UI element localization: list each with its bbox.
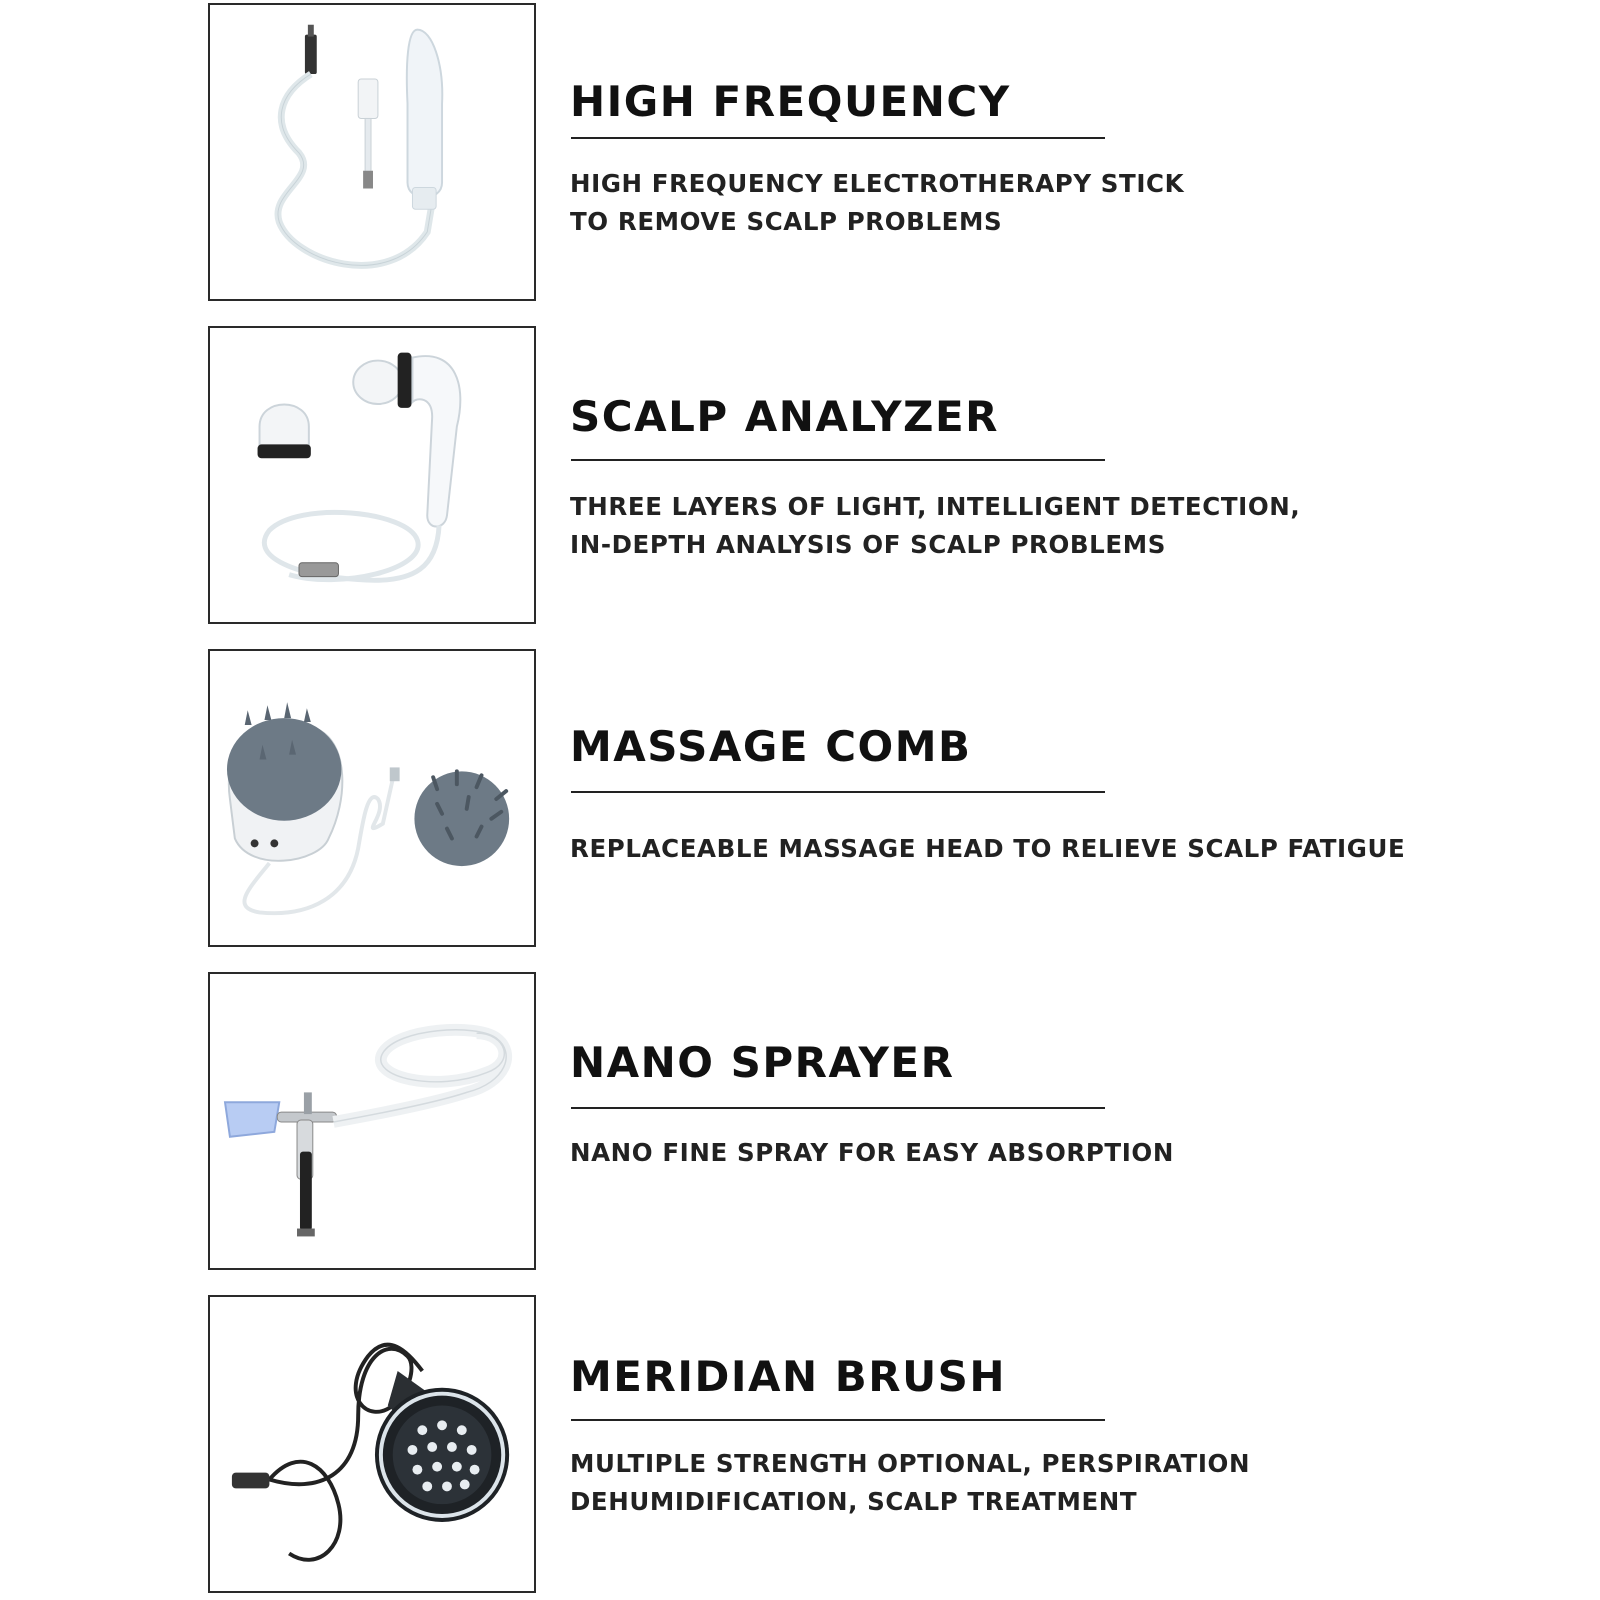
feature-description [570,1134,1174,1172]
feature-title: NANO SPRAYER [570,1038,955,1087]
description-line: IN-DEPTH ANALYSIS OF SCALP PROBLEMS [570,530,1166,559]
nano-sprayer-image [208,972,536,1270]
meridian-brush-image [208,1295,536,1593]
title-underline [571,459,1105,461]
title-underline [571,137,1105,139]
title-underline [571,1419,1105,1421]
high-frequency-image [208,3,536,301]
feature-scalp-analyzer [0,326,1600,626]
feature-description [570,830,1405,868]
feature-description [570,165,1184,241]
description-line: HIGH FREQUENCY ELECTROTHERAPY STICK [570,169,1185,198]
description-line: REPLACEABLE MASSAGE HEAD TO RELIEVE SCALP FATIGUE [570,834,1406,863]
feature-high-frequency [0,3,1600,303]
feature-title: SCALP ANALYZER [570,392,1000,441]
title-underline [571,791,1105,793]
description-line: THREE LAYERS OF LIGHT, INTELLIGENT DETECTION, [570,492,1301,521]
description-line: DEHUMIDIFICATION, SCALP TREATMENT [570,1487,1138,1516]
feature-title: MERIDIAN BRUSH [570,1352,1007,1401]
scalp-analyzer-image [208,326,536,624]
title-underline [571,1107,1105,1109]
description-line: NANO FINE SPRAY FOR EASY ABSORPTION [570,1138,1174,1167]
feature-title: MASSAGE COMB [570,722,972,771]
feature-massage-comb [0,649,1600,949]
nano-sprayer-airbrush-icon [210,974,534,1268]
description-line: MULTIPLE STRENGTH OPTIONAL, PERSPIRATION [570,1449,1251,1478]
massage-comb-image [208,649,536,947]
feature-meridian-brush [0,1295,1600,1595]
massage-comb-icon [210,651,534,945]
feature-nano-sprayer [0,972,1600,1272]
scalp-analyzer-probe-icon [210,328,534,622]
feature-description [570,1445,1250,1521]
meridian-brush-icon [210,1297,534,1591]
feature-description [570,488,1300,564]
description-line: TO REMOVE SCALP PROBLEMS [570,207,1003,236]
high-frequency-wand-icon [210,5,534,299]
feature-title: HIGH FREQUENCY [570,77,1011,126]
